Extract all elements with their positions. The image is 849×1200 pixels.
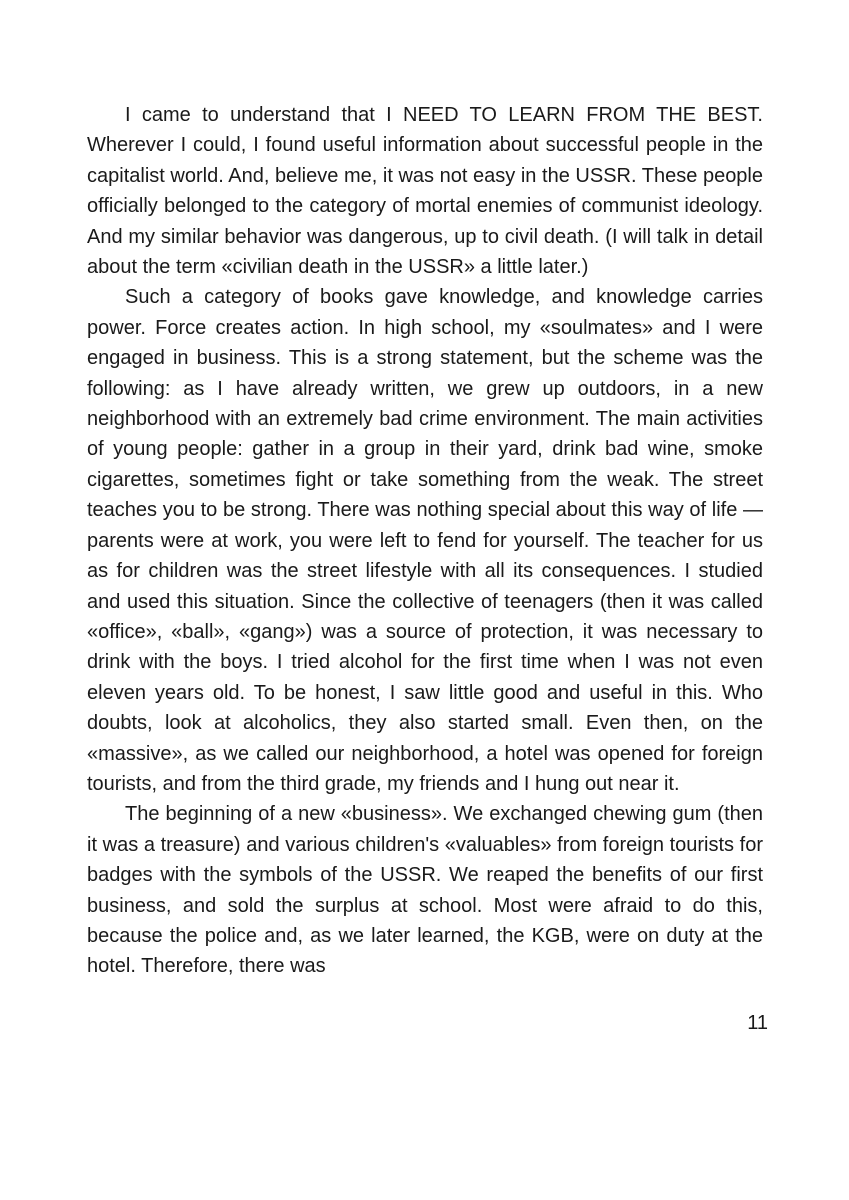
paragraph-3: The beginning of a new «business». We exchanged chewing gum (then it was a treasure) and various children's «valuables» from foreign tourists for badges with the symbols of the USSR. We reaped the benefits of our first business, and sold the surplus at school. Most were afraid to do this, because the police and, as we later learned, the KGB, were on duty at the hotel. Therefore, there was <box>87 803 763 978</box>
paragraph-1: I came to understand that I NEED TO LEARN FROM THE BEST. Wherever I could, I found useful information about successful people in the capitalist world. And, believe me, it was not easy in the USSR. These people officially belonged to the category of mortal enemies of communist ideology. And my similar behavior was dangerous, up to civil death. (I will talk in detail about the term «civilian death in the USSR» a little later.) <box>87 104 763 279</box>
page-number: 11 <box>747 1012 768 1034</box>
paragraph-2: Such a category of books gave knowledge, and knowledge carries power. Force creates action. In high school, my «soulmates» and I were engaged in business. This is a strong statement, but the scheme was the following: as I have already written, we grew up outdoors, in a new neighborhood with an extremely bad crime environment. The main activities of young people: gather in a group in their yard, drink bad wine, smoke cigarettes, sometimes fight or take something from the weak. The street teaches you to be strong. There was nothing special about this way of life — parents were at work, you were left to fend for yourself. The teacher for us as for children was the street lifestyle with all its consequences. I studied and used this situation. Since the collective of teenagers (then it was called «office», «ball», «gang») was a source of protection, it was necessary to drink with the boys. I tried alcohol for the first time when I was not even eleven years old. To be honest, I saw little good and useful in this. Who doubts, look at alcoholics, they also started small. Even then, on the «massive», as we called our neighborhood, a hotel was opened for foreign tourists, and from the third grade, my friends and I hung out near it. <box>87 286 763 795</box>
body-text <box>87 100 763 982</box>
